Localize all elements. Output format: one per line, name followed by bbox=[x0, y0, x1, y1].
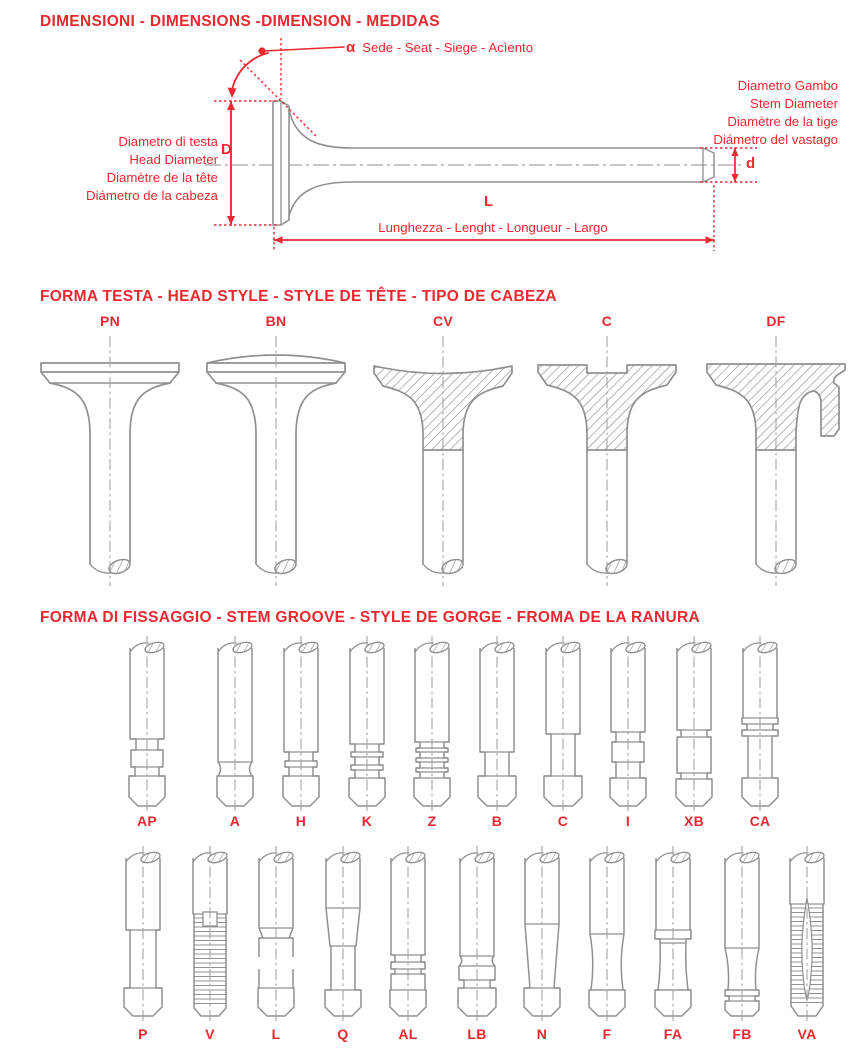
stem-groove-figure-z bbox=[400, 636, 464, 814]
head-style-figure-bn bbox=[194, 336, 359, 596]
seat-label: Sede - Seat - Siege - Acìento bbox=[362, 40, 534, 55]
stem-groove-title: FORMA DI FISSAGGIO - STEM GROOVE - STYLE DE GORGE - FROMA DE LA RANURA bbox=[40, 609, 700, 626]
stem-groove-label-fa: FA bbox=[663, 1026, 683, 1042]
stem-groove-figure-fb bbox=[710, 846, 774, 1024]
head-diameter-line-2: Head Diameter bbox=[129, 152, 218, 167]
stem-groove-label-k: K bbox=[361, 813, 373, 829]
stem-groove-label-v: V bbox=[205, 1026, 215, 1042]
stem-groove-label-ap: AP bbox=[136, 813, 158, 829]
stem-groove-figure-i bbox=[596, 636, 660, 814]
seat-angle-label bbox=[346, 39, 533, 56]
stem-groove-label-va: VA bbox=[797, 1026, 817, 1042]
stem-groove-figure-k bbox=[335, 636, 399, 814]
stem-groove-label-b: B bbox=[491, 813, 503, 829]
stem-groove-label-fb: FB bbox=[732, 1026, 752, 1042]
head-style-label-df: DF bbox=[766, 313, 786, 329]
stem-groove-label-z: Z bbox=[427, 813, 437, 829]
stem-diameter-line-4: Diámetro del vastago bbox=[713, 132, 838, 147]
stem-groove-label-a: A bbox=[229, 813, 241, 829]
stem-groove-figure-lb bbox=[445, 846, 509, 1024]
head-style-title: FORMA TESTA - HEAD STYLE - STYLE DE TÊTE - TIPO DE CABEZA bbox=[40, 288, 557, 305]
stem-groove-label-ca: CA bbox=[749, 813, 771, 829]
stem-diameter-line-2: Stem Diameter bbox=[750, 96, 838, 111]
stem-groove-figure-l bbox=[244, 846, 308, 1024]
stem-groove-figure-fa bbox=[641, 846, 705, 1024]
stem-groove-figure-va bbox=[775, 846, 839, 1024]
head-style-label-pn: PN bbox=[99, 313, 121, 329]
stem-groove-figure-f bbox=[575, 846, 639, 1024]
stem-groove-figure-a bbox=[203, 636, 267, 814]
stem-groove-label-p: P bbox=[138, 1026, 148, 1042]
head-style-figure-pn bbox=[28, 336, 193, 596]
stem-groove-figure-p bbox=[111, 846, 175, 1024]
stem-diameter-line-1: Diametro Gambo bbox=[737, 78, 838, 93]
stem-groove-figure-b bbox=[465, 636, 529, 814]
stem-groove-label-xb: XB bbox=[683, 813, 705, 829]
stem-groove-figure-al bbox=[376, 846, 440, 1024]
stem-groove-figure-v bbox=[178, 846, 242, 1024]
head-diameter-line-4: Diámetro de la cabeza bbox=[86, 188, 218, 203]
stem-groove-label-h: H bbox=[295, 813, 307, 829]
head-style-label-c: C bbox=[601, 313, 613, 329]
stem-diameter-label bbox=[713, 77, 838, 149]
alpha-symbol: α bbox=[346, 39, 356, 56]
stem-groove-label-c: C bbox=[557, 813, 569, 829]
dimensions-title: DIMENSIONI - DIMENSIONS -DIMENSION - MEDIDAS bbox=[40, 13, 440, 30]
stem-groove-label-n: N bbox=[536, 1026, 548, 1042]
dim-L-label: L bbox=[484, 193, 494, 210]
head-diameter-line-1: Diametro di testa bbox=[118, 134, 218, 149]
head-style-figure-cv bbox=[361, 336, 526, 596]
stem-groove-figure-xb bbox=[662, 636, 726, 814]
dim-d-label: d bbox=[746, 155, 756, 172]
stem-groove-label-lb: LB bbox=[467, 1026, 487, 1042]
dim-D-label: D bbox=[221, 141, 232, 158]
stem-groove-label-f: F bbox=[602, 1026, 612, 1042]
stem-groove-figure-h bbox=[269, 636, 333, 814]
stem-groove-figure-c bbox=[531, 636, 595, 814]
head-style-figure-c bbox=[525, 336, 690, 596]
stem-groove-label-q: Q bbox=[337, 1026, 349, 1042]
stem-groove-figure-ca bbox=[728, 636, 792, 814]
head-diameter-line-3: Diamètre de la tête bbox=[106, 170, 218, 185]
head-style-label-bn: BN bbox=[265, 313, 287, 329]
stem-groove-label-al: AL bbox=[398, 1026, 418, 1042]
stem-groove-figure-ap bbox=[115, 636, 179, 814]
stem-groove-label-l: L bbox=[271, 1026, 281, 1042]
stem-groove-figure-q bbox=[311, 846, 375, 1024]
length-label: Lunghezza - Lenght - Longueur - Largo bbox=[378, 220, 608, 235]
head-style-label-cv: CV bbox=[432, 313, 454, 329]
stem-groove-label-i: I bbox=[625, 813, 631, 829]
stem-groove-figure-n bbox=[510, 846, 574, 1024]
stem-diameter-line-3: Diamètre de la tige bbox=[727, 114, 838, 129]
head-style-figure-df bbox=[694, 336, 859, 596]
head-diameter-label bbox=[0, 133, 218, 205]
